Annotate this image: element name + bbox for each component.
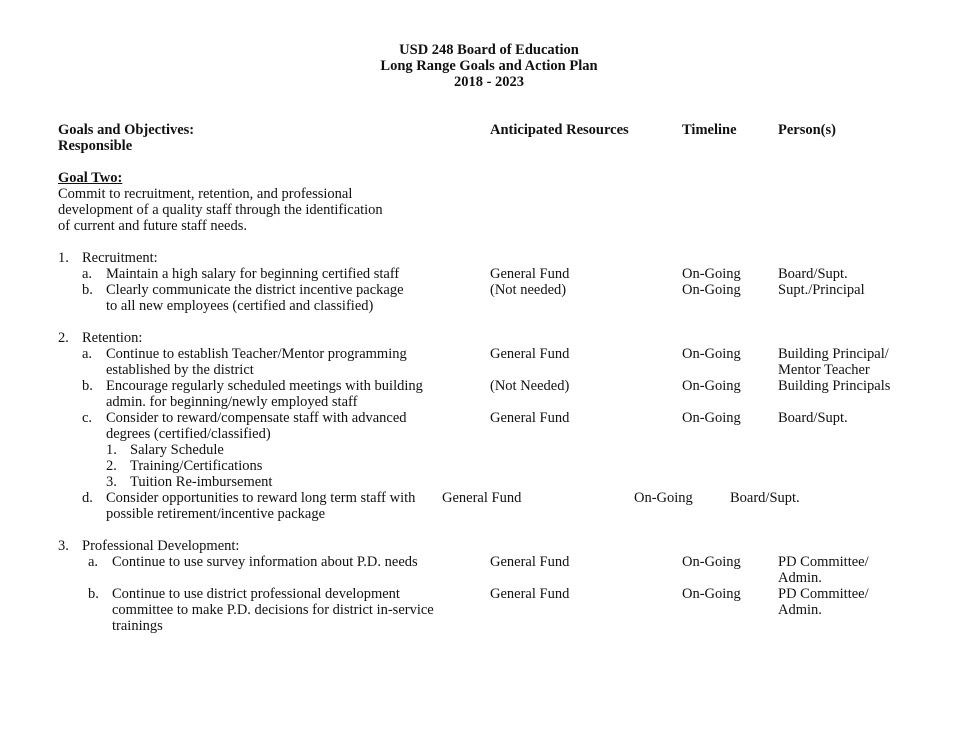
item-text: admin. for beginning/newly employed staff (106, 394, 358, 410)
item-timeline: On-Going (682, 378, 741, 394)
item-letter: d. (82, 490, 93, 506)
doc-title-plan: Long Range Goals and Action Plan (380, 58, 598, 74)
item-letter: a. (88, 554, 99, 570)
col-resources-heading: Anticipated Resources (490, 122, 629, 138)
subitem-number: 3. (106, 474, 117, 490)
subitem-text: Training/Certifications (130, 458, 263, 474)
item-resource: General Fund (490, 266, 570, 282)
goal-desc-line: of current and future staff needs. (58, 218, 247, 234)
subitem-number: 1. (106, 442, 117, 458)
section-number: 2. (58, 330, 69, 346)
item-text: Clearly communicate the district incentive package (106, 282, 404, 298)
section-title: Professional Development: (82, 538, 240, 554)
doc-title-org: USD 248 Board of Education (399, 42, 579, 58)
col-goals-heading-cont: Responsible (58, 138, 133, 154)
item-text: Continue to use district professional development (112, 586, 400, 602)
item-letter: a. (82, 346, 93, 362)
col-persons-heading: Person(s) (778, 122, 836, 138)
item-timeline: On-Going (682, 554, 741, 570)
item-text: trainings (112, 618, 163, 634)
subitem-number: 2. (106, 458, 117, 474)
item-person: Admin. (778, 602, 822, 618)
section-number: 1. (58, 250, 69, 266)
item-letter: a. (82, 266, 93, 282)
subitem-text: Salary Schedule (130, 442, 224, 458)
item-person: PD Committee/ (778, 554, 869, 570)
goal-desc-line: Commit to recruitment, retention, and professional (58, 186, 353, 202)
col-timeline-heading: Timeline (682, 122, 737, 138)
item-timeline: On-Going (682, 586, 741, 602)
item-text: established by the district (106, 362, 254, 378)
item-text: Maintain a high salary for beginning certified staff (106, 266, 400, 282)
item-person: Building Principals (778, 378, 891, 394)
item-resource: (Not Needed) (490, 378, 570, 394)
item-resource: General Fund (442, 490, 522, 506)
section-title: Retention: (82, 330, 143, 346)
item-resource: General Fund (490, 586, 570, 602)
item-text: Continue to establish Teacher/Mentor programming (106, 346, 407, 362)
item-person: Board/Supt. (778, 266, 848, 282)
item-letter: b. (82, 282, 93, 298)
col-goals-heading: Goals and Objectives: (58, 122, 195, 138)
item-text: possible retirement/incentive package (106, 506, 326, 522)
item-timeline: On-Going (682, 346, 741, 362)
item-timeline: On-Going (682, 266, 741, 282)
item-letter: c. (82, 410, 93, 426)
doc-title-years: 2018 - 2023 (453, 74, 525, 90)
item-timeline: On-Going (682, 410, 741, 426)
item-resource: General Fund (490, 554, 570, 570)
item-person: Mentor Teacher (778, 362, 870, 378)
item-text: Consider opportunities to reward long term staff with (106, 490, 416, 506)
item-text: to all new employees (certified and classified) (106, 298, 374, 314)
item-resource: (Not needed) (490, 282, 567, 298)
item-person: Admin. (778, 570, 822, 586)
item-text: degrees (certified/classified) (106, 426, 271, 442)
item-text: committee to make P.D. decisions for district in-service (112, 602, 434, 618)
item-timeline: On-Going (634, 490, 693, 506)
item-text: Encourage regularly scheduled meetings with building (106, 378, 423, 394)
item-letter: b. (88, 586, 99, 602)
item-resource: General Fund (490, 410, 570, 426)
item-person: Board/Supt. (730, 490, 800, 506)
goal-desc-line: development of a quality staff through the identification (58, 202, 383, 218)
item-text: Continue to use survey information about P.D. needs (112, 554, 418, 570)
item-text: Consider to reward/compensate staff with advanced (106, 410, 407, 426)
item-person: Building Principal/ (778, 346, 889, 362)
section-number: 3. (58, 538, 69, 554)
goal-title: Goal Two: (58, 170, 123, 186)
item-person: PD Committee/ (778, 586, 869, 602)
section-title: Recruitment: (82, 250, 158, 266)
item-letter: b. (82, 378, 93, 394)
item-timeline: On-Going (682, 282, 741, 298)
item-person: Board/Supt. (778, 410, 848, 426)
subitem-text: Tuition Re-imbursement (130, 474, 273, 490)
item-person: Supt./Principal (778, 282, 865, 298)
item-resource: General Fund (490, 346, 570, 362)
